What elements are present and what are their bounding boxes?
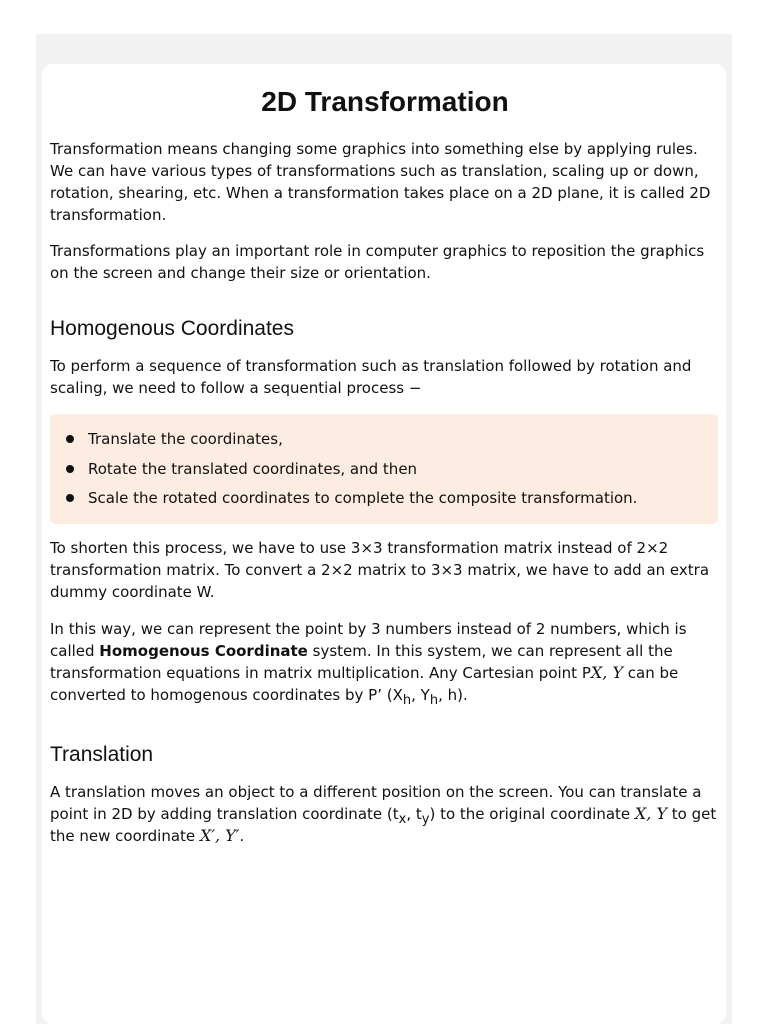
math-xy: X, Y [634, 804, 668, 823]
intro-paragraph-1: Transformation means changing some graphics into something else by applying rules. We can have various types of transformations such as translation, scaling up or down, rotation, shearing, etc. When a transformation takes place on a 2D plane, it is called 2D transformation. [50, 140, 711, 224]
translation-paragraph-1: A translation moves an object to a different position on the screen. You can translate a point in 2D by adding translation coordinate ($t_x$, $t_y$) to the original coordinate X, Y to get the new coordinate X′, Y′. [50, 783, 717, 845]
math-xy: X, Y [590, 663, 623, 682]
steps-list [64, 428, 637, 517]
bullet-icon [66, 435, 74, 443]
homogenous-coordinate-term: Homogenous Coordinate [99, 642, 308, 660]
homogenous-paragraph-2: To shorten this process, we have to use 3×3 transformation matrix instead of 2×2 transformation matrix. To convert a 2×2 matrix to 3×3 matrix, we have to add an extra dummy coordinate W. [50, 539, 710, 601]
content-card [42, 64, 726, 1024]
list-item: Scale the rotated coordinates to complete the composite transformation. [64, 487, 637, 517]
list-item: Translate the coordinates, [64, 428, 637, 458]
bullet-icon [66, 494, 74, 502]
steps-callout [50, 414, 718, 524]
translation-heading: Translation [50, 743, 154, 766]
list-item: Rotate the translated coordinates, and then [64, 458, 637, 488]
bullet-icon [66, 465, 74, 473]
page-background [36, 34, 732, 1024]
homogenous-heading: Homogenous Coordinates [50, 317, 294, 340]
homogenous-paragraph-1: To perform a sequence of transformation such as translation followed by rotation and scaling, we need to follow a sequential process − [50, 357, 692, 397]
page-title: 2D Transformation [261, 86, 509, 117]
intro-paragraph-2: Transformations play an important role in computer graphics to reposition the graphics on the screen and change their size or orientation. [50, 242, 705, 282]
homogenous-paragraph-3: In this way, we can represent the point by 3 numbers instead of 2 numbers, which is called Homogenous Coordinate system. In this system, we can represent all the transformation equations in matrix multiplication. Any Cartesian point PX, Y can be converted to homogenous coordinates by P’ ($X_h$, $Y_h$, h). [50, 620, 687, 708]
math-xy-prime: X′, Y′ [199, 826, 240, 845]
